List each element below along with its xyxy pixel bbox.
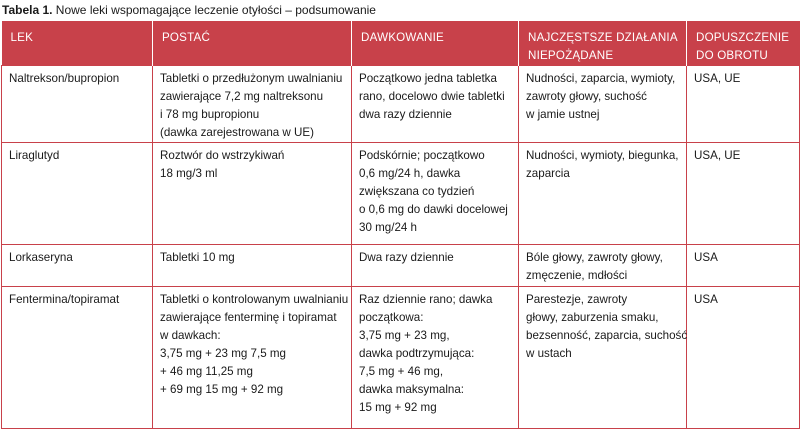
header-lek (2, 21, 153, 66)
cell-line: USA (694, 251, 718, 264)
cell-line: rano, docelowo dwie tabletki (359, 90, 505, 103)
cell-line: dawka podtrzymująca: (359, 347, 475, 360)
cell-line: i 78 mg bupropionu (160, 108, 260, 121)
cell-postac (153, 143, 352, 245)
cell-line: USA, UE (694, 72, 741, 85)
cell-line: + 69 mg 15 mg + 92 mg (160, 383, 284, 396)
table-caption (2, 3, 376, 17)
cell-dzialania (519, 287, 687, 429)
cell-line: + 46 mg 11,25 mg (160, 365, 253, 378)
cell-line: Parestezje, zawroty (526, 293, 628, 306)
caption-title: Nowe leki wspomagające leczenie otyłości – podsumowanie (52, 3, 376, 17)
cell-lek (2, 143, 153, 245)
cell-line: bezsenność, zaparcia, suchość (526, 329, 688, 342)
cell-line: dwa razy dziennie (359, 108, 452, 121)
cell-line: o 0,6 mg do dawki docelowej (359, 203, 508, 216)
cell-line: w jamie ustnej (526, 108, 600, 121)
cell-line: Nudności, wymioty, biegunka, (526, 149, 679, 162)
cell-dawkowanie (352, 287, 519, 429)
cell-line: Bóle głowy, zawroty głowy, (526, 251, 663, 264)
cell-line: głowy, zaburzenia smaku, (526, 311, 659, 324)
cell-line: Fentermina/topiramat (9, 293, 120, 306)
header-line: POSTAĆ (162, 31, 211, 44)
cell-dopuszczenie (687, 287, 800, 429)
cell-lek (2, 245, 153, 287)
cell-dzialania (519, 245, 687, 287)
cell-dawkowanie (352, 66, 519, 143)
header-line: DO OBROTU (696, 49, 769, 62)
cell-dawkowanie (352, 143, 519, 245)
cell-line: Tabletki 10 mg (160, 251, 235, 264)
cell-line: Tabletki o przedłużonym uwalnianiu (160, 72, 343, 85)
cell-postac (153, 66, 352, 143)
cell-dopuszczenie (687, 245, 800, 287)
cell-line: zawierające 7,2 mg naltreksonu (160, 90, 324, 103)
header-line: NAJCZĘSTSZE DZIAŁANIA (528, 31, 678, 44)
header-postac (153, 21, 352, 66)
cell-line: USA, UE (694, 149, 741, 162)
cell-line: Tabletki o kontrolowanym uwalnianiu (160, 293, 349, 306)
cell-dzialania (519, 66, 687, 143)
table-row (2, 143, 800, 245)
cell-line: zawroty głowy, suchość (526, 90, 647, 103)
caption-label: Tabela 1. (2, 3, 53, 17)
table-row (2, 66, 800, 143)
cell-line: zwiększana co tydzień (359, 185, 475, 198)
header-row (2, 21, 800, 66)
cell-line: Raz dziennie rano; dawka (359, 293, 493, 306)
cell-line: Początkowo jedna tabletka (359, 72, 497, 85)
cell-line: 3,75 mg + 23 mg 7,5 mg (160, 347, 286, 360)
cell-line: Dwa razy dziennie (359, 251, 454, 264)
drug-summary-table (1, 21, 800, 429)
cell-line: 0,6 mg/24 h, dawka (359, 167, 461, 180)
header-line: DOPUSZCZENIE (696, 31, 790, 44)
cell-line: 15 mg + 92 mg (359, 401, 437, 414)
cell-line: (dawka zarejestrowana w UE) (160, 126, 314, 139)
cell-line: Liraglutyd (9, 149, 60, 162)
header-dzialania-niepozadane (519, 21, 687, 66)
cell-postac (153, 245, 352, 287)
header-dopuszczenie (687, 21, 800, 66)
cell-line: 18 mg/3 ml (160, 167, 218, 180)
cell-line: w ustach (526, 347, 572, 360)
cell-line: Lorkaseryna (9, 251, 73, 264)
cell-line: Podskórnie; początkowo (359, 149, 485, 162)
cell-line: USA (694, 293, 718, 306)
cell-line: zmęczenie, mdłości (526, 269, 628, 282)
cell-line: Roztwór do wstrzykiwań (160, 149, 285, 162)
header-dawkowanie (352, 21, 519, 66)
cell-line: zawierające fenterminę i topiramat (160, 311, 337, 324)
header-line: NIEPOŻĄDANE (528, 49, 614, 62)
cell-line: początkowa: (359, 311, 424, 324)
cell-line: 7,5 mg + 46 mg, (359, 365, 444, 378)
cell-line: Nudności, zaparcia, wymioty, (526, 72, 676, 85)
cell-lek (2, 287, 153, 429)
cell-dawkowanie (352, 245, 519, 287)
cell-lek (2, 66, 153, 143)
cell-dopuszczenie (687, 66, 800, 143)
header-line: DAWKOWANIE (361, 31, 444, 44)
cell-postac (153, 287, 352, 429)
cell-line: 3,75 mg + 23 mg, (359, 329, 450, 342)
table-row (2, 245, 800, 287)
cell-line: Naltrekson/bupropion (9, 72, 120, 85)
cell-line: 30 mg/24 h (359, 221, 418, 234)
cell-line: w dawkach: (160, 329, 221, 342)
cell-line: dawka maksymalna: (359, 383, 465, 396)
header-line: LEK (10, 31, 34, 44)
cell-dzialania (519, 143, 687, 245)
table-row (2, 287, 800, 429)
cell-dopuszczenie (687, 143, 800, 245)
cell-line: zaparcia (526, 167, 570, 180)
